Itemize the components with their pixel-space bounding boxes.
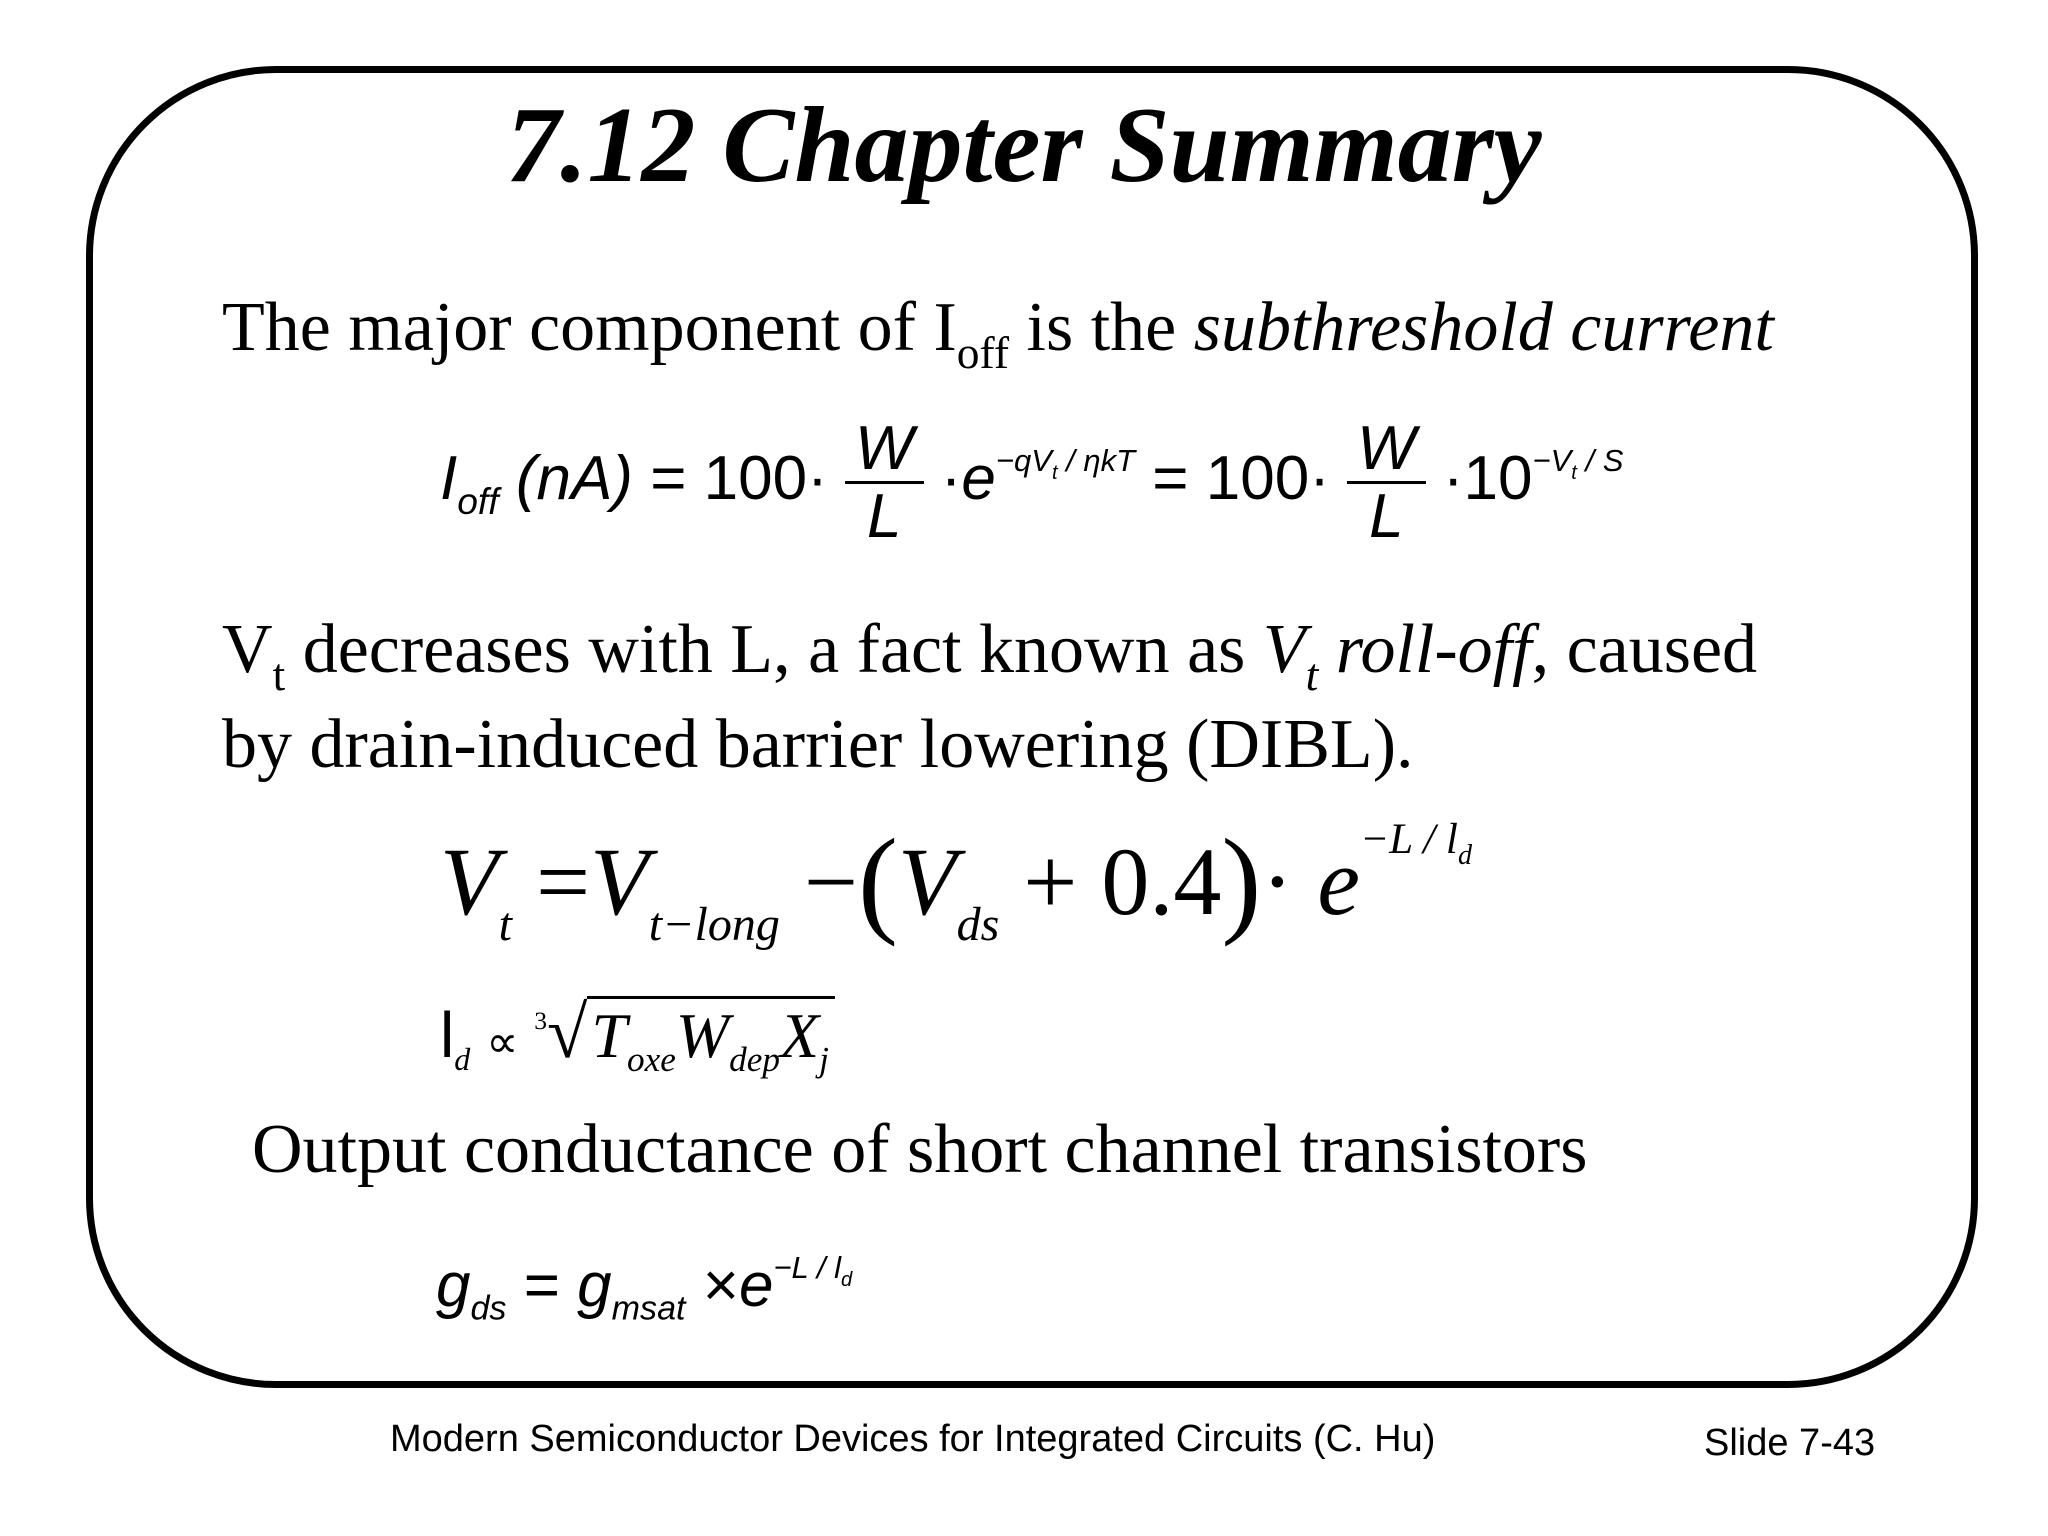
eq3-j: j [819,1040,829,1080]
eq2-minus: − [803,827,858,935]
eq3-proportional: ∝ [486,1017,519,1067]
equation-ld [440,990,835,1080]
eq1-exp1-b: / ηkT [1057,443,1136,479]
para1-text: The major component of I [222,289,957,366]
eq2-exp-a: −L / l [1359,816,1458,864]
eq4-equals: = [523,1251,560,1320]
eq1-fraction-1 [845,414,924,552]
para2-text: decreases with L, a fact known as [285,611,1263,688]
eq1-exponent-2 [1532,443,1624,485]
eq2-dot: · [1261,827,1294,935]
eq1-equals-2: = [1152,443,1189,513]
eq1-dot-2: · [940,443,962,513]
eq3-X: X [779,1000,820,1071]
paragraph-output-conductance: Output conductance of short channel transistors [252,1111,1588,1188]
eq3-root-index: 3 [534,1005,548,1035]
eq2-rparen: ) [1221,814,1262,947]
para2-line1 [222,608,1757,703]
eq1-exp2-sub: t [1571,462,1577,485]
eq4-g: g [436,1251,471,1320]
para2-line2: by drain-induced barrier lowering (DIBL). [222,705,1414,783]
para2-italic-V: V [1262,611,1306,688]
para1-subscript: off [956,327,1009,379]
eq1-L: L [867,482,902,552]
para1-text-b: is the [1009,289,1194,366]
eq1-W-2: W [1347,416,1426,484]
eq2-V2: V [590,827,649,935]
eq4-exp-a: −L / l [773,1250,841,1286]
eq1-nA: (nA) [515,443,633,513]
eq1-exp1-a: −qV [995,443,1052,479]
eq1-exp2-a: −V [1532,443,1572,479]
slide-title: 7.12 Chapter Summary [506,86,1542,205]
eq1-W: W [845,416,924,484]
eq4-g2: g [577,1251,612,1320]
eq1-dot-3: · [1309,443,1330,513]
eq2-plus: + [1023,827,1078,935]
eq3-l: l [440,999,455,1071]
equation-vt [440,812,1472,952]
para2-italic-sub: t [1305,649,1319,701]
eq1-e: e [961,443,996,513]
eq1-coef: 100 [703,443,808,513]
paragraph-vt-rolloff [222,608,1757,787]
equation-gds [436,1250,852,1329]
eq1-dot: · [807,443,828,513]
equation-ioff [440,414,1624,552]
slide-number: Slide 7-43 [1704,1422,1876,1464]
eq2-tlong: t−long [648,898,780,952]
eq3-dep: dep [729,1040,780,1080]
para2-italic-rolloff: roll-off [1318,611,1532,688]
eq4-ds: ds [470,1289,507,1328]
eq3-T: T [591,1000,628,1071]
eq4-msat: msat [611,1289,686,1328]
eq4-exp-sub: d [840,1269,853,1292]
eq2-lparen: ( [857,814,898,947]
eq1-L-2: L [1369,482,1404,552]
footer-book-title: Modern Semiconductor Devices for Integrated Circuits (C. Hu) [390,1418,1436,1460]
eq3-d: d [454,1040,471,1077]
eq4-times: × [702,1251,739,1320]
eq2-t: t [498,898,512,952]
eq1-exp2-b: / S [1576,443,1624,479]
eq3-radicand [587,996,834,1080]
eq1-equals: = [650,443,687,513]
para2-caused: , caused [1531,611,1758,688]
eq2-ds: ds [956,898,1000,952]
eq2-V: V [440,827,499,935]
eq1-fraction-2 [1347,414,1426,552]
eq4-exponent [773,1250,853,1292]
eq2-equals: = [535,827,591,935]
eq3-radical-icon: √ [547,991,588,1073]
eq1-I: I [440,443,458,513]
para2-V-sub: t [272,649,286,701]
para1-italic: subthreshold current [1193,289,1774,366]
eq1-exp1-sub: t [1051,462,1058,485]
eq4-e: e [738,1251,774,1320]
eq2-e: e [1317,827,1360,935]
eq2-exponent [1359,816,1472,872]
eq2-Vds: V [897,827,957,935]
eq1-I-sub: off [457,479,499,522]
eq2-num: 0.4 [1101,827,1222,935]
eq1-coef-2: 100 [1205,443,1310,513]
eq1-dot-4: · [1442,443,1464,513]
eq3-W: W [675,1000,730,1071]
para2-V: V [222,611,273,688]
paragraph-subthreshold [222,286,1774,381]
eq1-exponent-1 [995,443,1136,485]
eq2-exp-sub: d [1457,840,1472,872]
eq1-ten: 10 [1463,443,1533,513]
eq3-oxe: oxe [627,1040,676,1080]
